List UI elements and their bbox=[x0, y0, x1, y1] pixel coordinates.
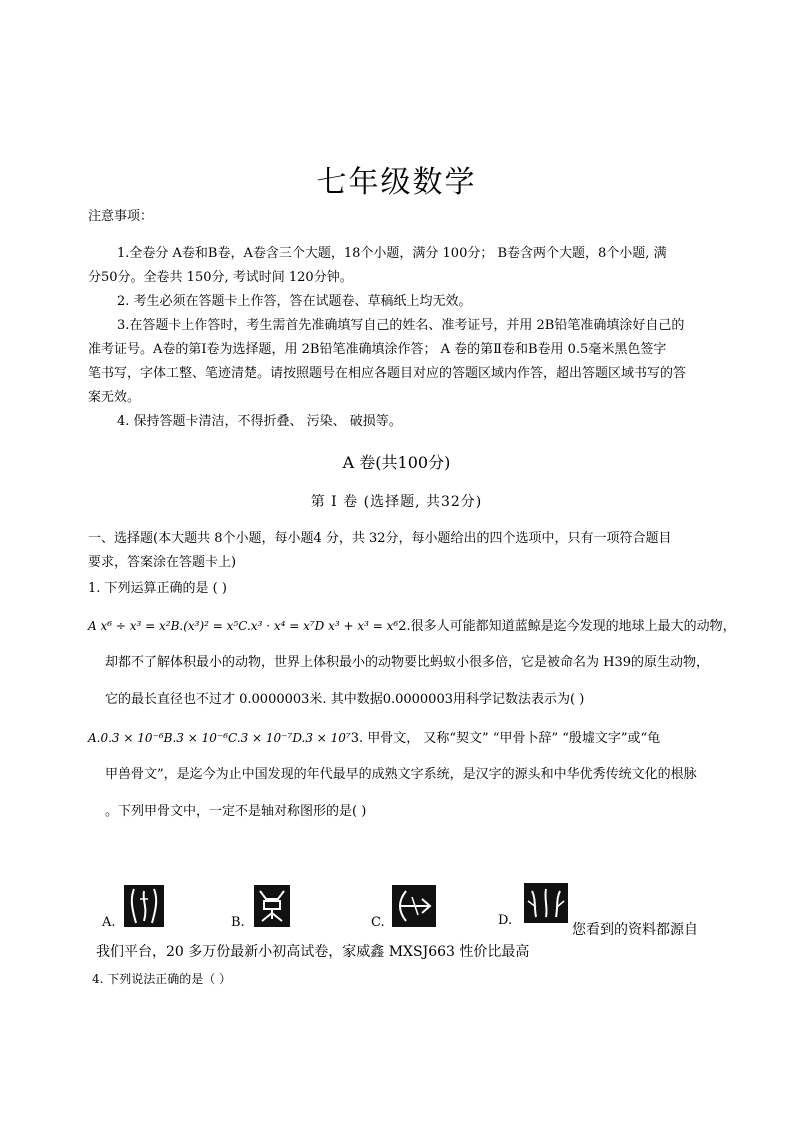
ad-line: 我们平台，20 多万份最新小初高试卷，家威鑫 MXSJ663 性价比最高 bbox=[96, 944, 530, 960]
notice-line: 3.在答题卡上作答时，考生需首先准确填写自己的姓名、准考证号，并用 2B铅笔准确填涂好自己的 bbox=[117, 318, 685, 333]
question-4: 4. 下列说法正确的是（ ） bbox=[92, 972, 232, 986]
oracle-bone-glyph-c-icon bbox=[392, 885, 436, 927]
notice-heading: 注意事项： bbox=[88, 209, 154, 224]
question-2-line: 它的最长直径也不过才 0.0000003米. 其中数据0.0000003用科学记数法表示为( ) bbox=[105, 692, 585, 707]
notice-line: 1.全卷分 A卷和B卷，A卷含三个大题，18个小题，满分 100分； B卷含两个大题，8个小题, 满 bbox=[117, 246, 667, 261]
option-d-label: D. bbox=[498, 913, 513, 928]
part-one-heading: 第 Ⅰ 卷 (选择题, 共32分) bbox=[310, 494, 483, 510]
notice-line: 笔书写，字体工整、笔迹清楚。请按照题号在相应各题目对应的答题区域内作答，超出答题区域书写的答 bbox=[88, 366, 687, 381]
instruction-line: 要求，答案涂在答题卡上) bbox=[88, 555, 237, 570]
option-c-label: C. bbox=[371, 915, 385, 930]
notice-line: 4. 保持答题卡清洁，不得折叠、 污染、 破损等。 bbox=[117, 414, 402, 429]
notice-line: 分50分。全卷共 150分, 考试时间 120分钟。 bbox=[88, 270, 353, 285]
oracle-bone-glyph-a-icon bbox=[124, 885, 164, 927]
ad-line: 您看到的资料都源自 bbox=[572, 922, 698, 938]
oracle-bone-glyph-b-icon bbox=[254, 885, 290, 927]
notice-line: 案无效。 bbox=[88, 390, 141, 405]
question-1-options: A x⁶ ÷ x³ = x²B.(x³)² = x⁵C.x³ · x⁴ = x⁷D x³ + x³ = x⁶ bbox=[88, 619, 399, 633]
question-2-line: 却都不了解体积最小的动物，世界上体积最小的动物要比蚂蚁小很多倍，它是被命名为 H39的原生动物， bbox=[105, 655, 710, 670]
option-b-label: B. bbox=[231, 915, 245, 930]
question-2-options: A.0.3 × 10⁻⁶B.3 × 10⁻⁶C.3 × 10⁻⁷D.3 × 10⁷ bbox=[88, 731, 351, 745]
question-3-line: 3. 甲骨文， 又称“契文” “甲骨卜辞” “殷墟文字”或“龟 bbox=[350, 731, 661, 746]
question-3-line: 甲兽骨文”，是迄今为止中国发现的年代最早的成熟文字系统，是汉字的源头和中华优秀传统文化的根脉 bbox=[105, 767, 697, 782]
question-2-options-row bbox=[88, 729, 660, 748]
notice-line: 准考证号。A卷的第Ⅰ卷为选择题，用 2B铅笔准确填涂作答； A 卷的第Ⅱ卷和B卷用 0.5毫米黑色签字 bbox=[88, 342, 667, 357]
instruction-line: 一、选择题(本大题共 8个小题，每小题4 分，共 32分，每小题给出的四个选项中，只有一项符合题目 bbox=[88, 531, 672, 546]
question-2-line: 2.很多人可能都知道蓝鲸是迄今发现的地球上最大的动物， bbox=[398, 619, 736, 634]
notice-line: 2. 考生必须在答题卡上作答，答在试题卷、草稿纸上均无效。 bbox=[117, 294, 472, 309]
question-3-line: 。下列甲骨文中，一定不是轴对称图形的是( ) bbox=[105, 804, 367, 819]
question-1-options-row bbox=[88, 617, 736, 636]
question-1: 1. 下列运算正确的是 ( ) bbox=[88, 581, 227, 596]
option-a-label: A. bbox=[102, 915, 116, 930]
section-a-heading: A 卷(共100分) bbox=[342, 453, 451, 472]
page-title: 七年级数学 bbox=[316, 165, 477, 200]
oracle-bone-glyph-d-icon bbox=[524, 883, 568, 923]
